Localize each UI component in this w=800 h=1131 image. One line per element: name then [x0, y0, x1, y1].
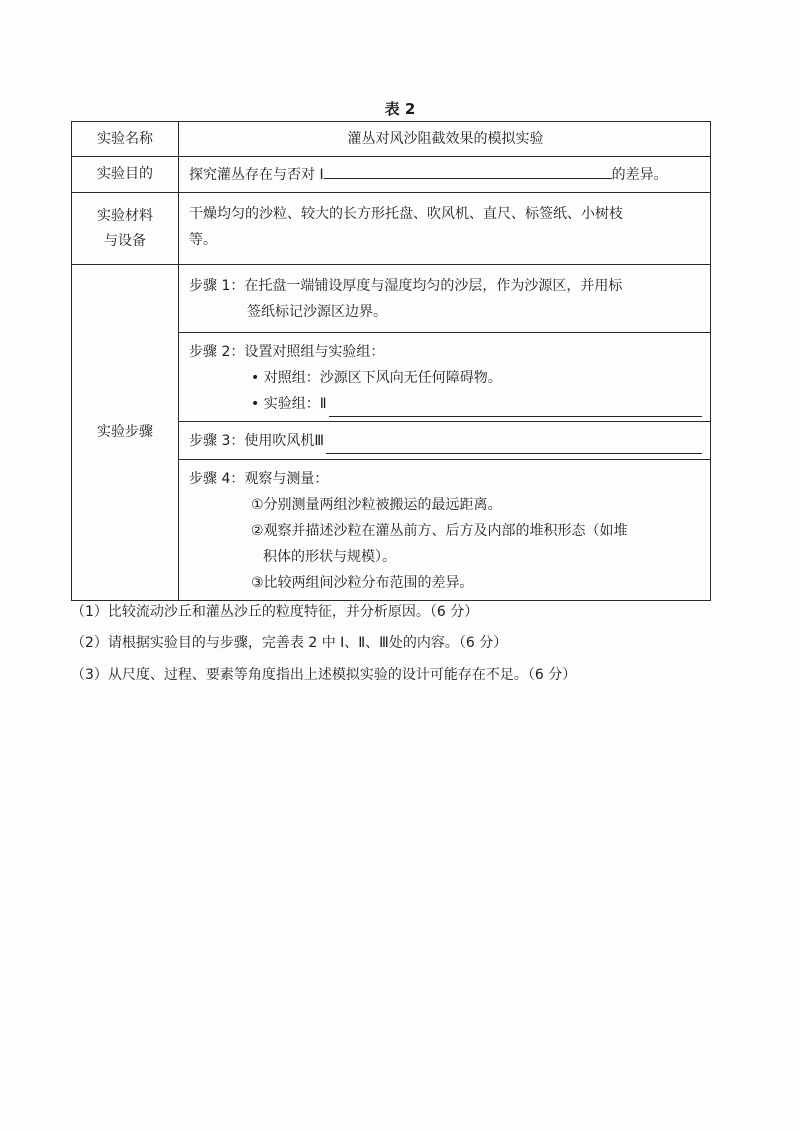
step1-cell — [179, 265, 711, 333]
step4-item2-line1: ②观察并描述沙粒在灌丛前方、后方及内部的堆积形态（如堆 — [251, 523, 628, 539]
step4-item1: ①分别测量两组沙粒被搬运的最远距离。 — [251, 497, 502, 513]
label-materials-line1: 实验材料 — [97, 207, 153, 224]
row-experiment-name — [72, 122, 711, 157]
blank-I[interactable] — [324, 161, 612, 179]
step3-cell — [179, 422, 711, 460]
label-experiment-purpose: 实验目的 — [72, 157, 179, 193]
label-materials — [72, 193, 179, 265]
row-experiment-purpose — [72, 157, 711, 193]
row-step1 — [72, 265, 711, 333]
blank-II[interactable] — [329, 398, 702, 417]
experiment-table — [71, 121, 711, 601]
step1-line1: 步骤 1：在托盘一端铺设厚度与湿度均匀的沙层，作为沙源区，并用标 — [189, 278, 623, 294]
label-experiment-name: 实验名称 — [72, 122, 179, 157]
table-caption: 表 2 — [384, 100, 416, 118]
materials-line1: 干燥均匀的沙粒、较大的长方形托盘、吹风机、直尺、标签纸、小树枝 — [189, 206, 623, 222]
purpose-suffix: 的差异。 — [611, 167, 668, 183]
experiment-purpose-value — [179, 157, 711, 193]
step4-title: 步骤 4：观察与测量： — [189, 471, 329, 487]
question-2: （2）请根据实验目的与步骤，完善表 2 中 Ⅰ、Ⅱ、Ⅲ处的内容。（6 分） — [71, 635, 508, 651]
row-materials — [72, 193, 711, 265]
purpose-prefix: 探究灌丛存在与否对 Ⅰ — [189, 167, 324, 183]
label-steps: 实验步骤 — [72, 265, 179, 601]
materials-value — [179, 193, 711, 265]
step3-text: 步骤 3：使用吹风机Ⅲ — [189, 432, 325, 449]
step2-experimental-group: • 实验组：Ⅱ — [189, 391, 702, 417]
question-3: （3）从尺度、过程、要素等角度指出上述模拟实验的设计可能存在不足。（6 分） — [71, 667, 577, 683]
question-1: （1）比较流动沙丘和灌丛沙丘的粒度特征，并分析原因。（6 分） — [71, 604, 479, 620]
step2-control-group: • 对照组：沙源区下风向无任何障碍物。 — [251, 370, 502, 386]
step2-title: 步骤 2：设置对照组与实验组： — [189, 344, 385, 360]
step2-cell — [179, 333, 711, 422]
step4-item3: ③比较两组间沙粒分布范围的差异。 — [251, 575, 474, 591]
materials-line2: 等。 — [189, 232, 217, 248]
blank-III[interactable] — [326, 435, 702, 454]
label-materials-line2: 与设备 — [104, 232, 146, 249]
step4-item2-line2: 积体的形状与规模）。 — [263, 549, 396, 565]
step4-cell — [179, 460, 711, 601]
experiment-name-value: 灌丛对风沙阻截效果的模拟实验 — [179, 122, 711, 157]
step1-line2: 签纸标记沙源区边界。 — [247, 304, 387, 320]
